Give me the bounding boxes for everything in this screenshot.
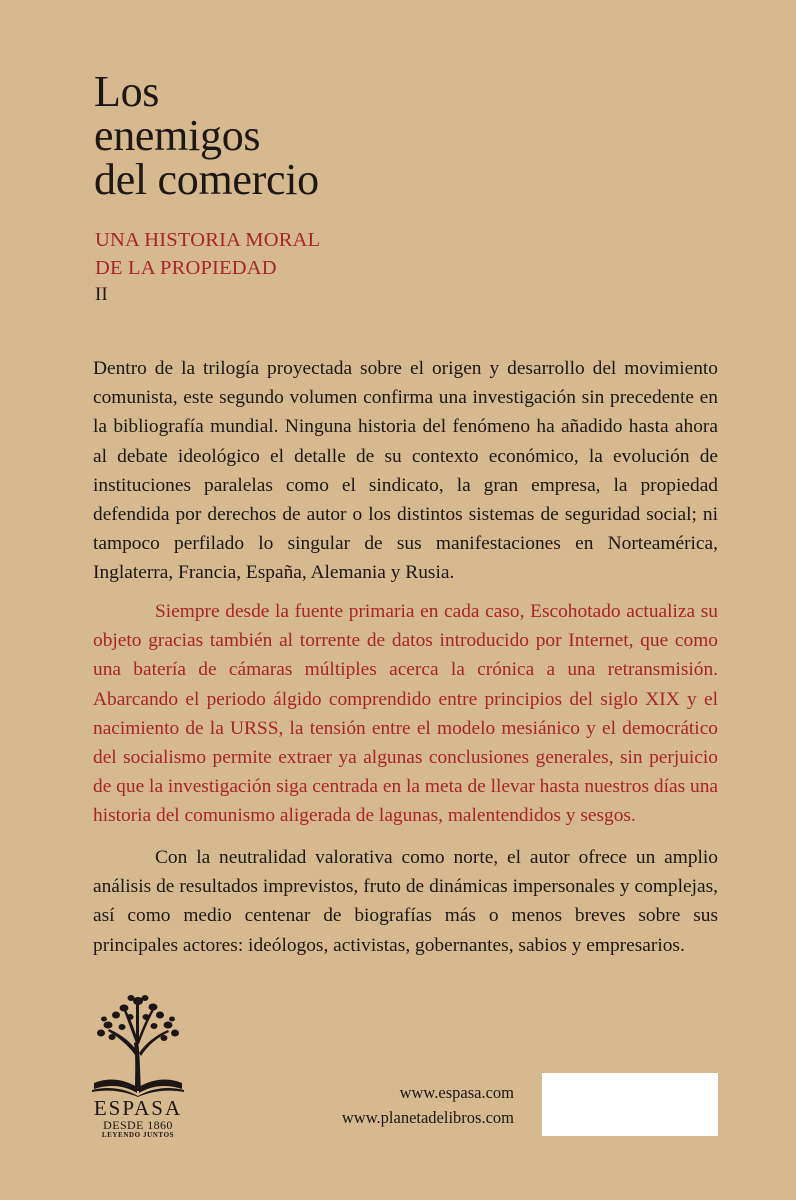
link-planetadelibros: www.planetadelibros.com — [341, 1108, 514, 1127]
link-espasa: www.espasa.com — [399, 1083, 514, 1102]
publisher-tagline: LEYENDO JUNTOS — [101, 1131, 175, 1139]
subtitle-line-2: DE LA PROPIEDAD — [95, 257, 277, 279]
blurb-paragraph-2: Siempre desde la fuente primaria en cada caso, Escohotado actualiza su objeto gracias también al torrente de datos introducido por Internet, que como una batería de cámaras múltiples acerca la crónica a una retransmisión. Abarcando el periodo álgido comprendido entre principios del siglo XIX y el nacimiento de la URSS, la tensión entre el modelo mesiánico y el democrático del socialismo permite extraer ya algunas conclusiones generales, sin perjuicio de que la investigación siga centrada en la meta de llevar hasta nuestros días una historia del comunismo aligerada de lagunas, malentendidos y sesgos. — [93, 601, 718, 827]
volume-number: II — [95, 284, 108, 305]
subtitle-line-1: UNA HISTORIA MORAL — [95, 229, 321, 251]
book-title — [94, 67, 319, 204]
blurb-paragraph-1: Dentro de la trilogía proyectada sobre el origen y desarrollo del movimiento comunista, este segundo volumen confirma una investigación sin precedente en la bibliografía mundial. Ninguna historia del fenómeno ha añadido hasta ahora al debate ideológico el detalle de su contexto económico, la evolución de instituciones paralelas como el sindicato, la gran empresa, la propiedad defendida por derechos de autor o los distintos sistemas de seguridad social; ni tampoco perfilado lo singular de sus manifestaciones en Norteamérica, Inglaterra, Francia, España, Alemania y Rusia. — [93, 358, 718, 584]
publisher-since: DESDE 1860 — [103, 1118, 173, 1132]
title-line-3: del comercio — [94, 155, 319, 204]
tree-book-icon — [88, 993, 188, 1097]
title-line-2: enemigos — [94, 111, 261, 160]
book-subtitle — [95, 226, 320, 282]
barcode-area — [542, 1073, 718, 1136]
publisher-name: ESPASA — [93, 1096, 183, 1120]
publisher-links — [342, 1080, 514, 1130]
blurb-paragraph-3: Con la neutralidad valorativa como norte, el autor ofrece un amplio análisis de resultados imprevistos, fruto de dinámicas impersonales y complejas, así como medio centenar de biografías más o menos breves sobre sus principales actores: ideólogos, activistas, gobernantes, sabios y empresarios. — [93, 847, 718, 956]
publisher-logo — [88, 993, 188, 1153]
title-line-1: Los — [94, 67, 160, 116]
